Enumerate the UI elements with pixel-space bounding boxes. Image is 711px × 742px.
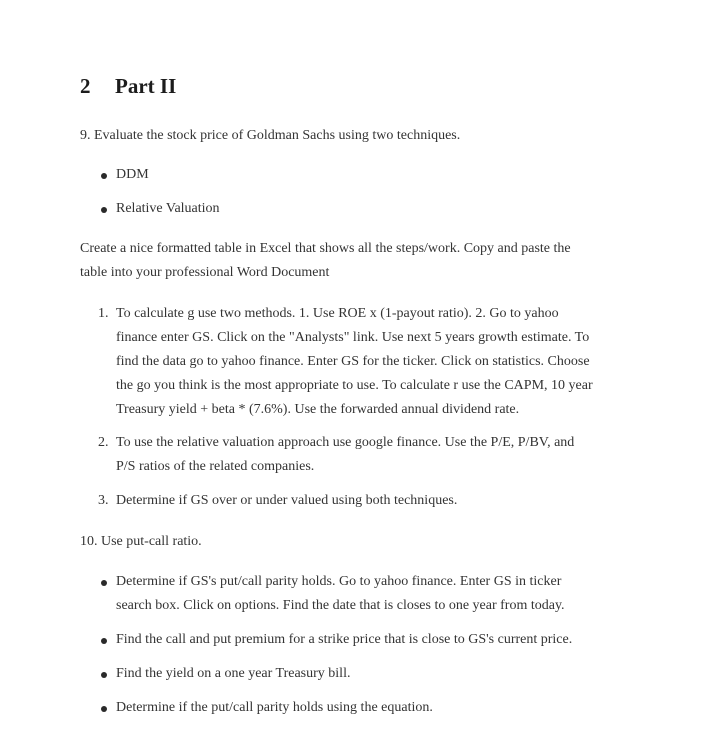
paragraph-line: Determine if GS over or under valued using both techniques. [116,493,458,508]
section-number: 2 [80,74,91,98]
paragraph-line: Determine if GS's put/call parity holds. Go to yahoo finance. Enter GS in ticker [116,574,562,589]
paragraph-line: table into your professional Word Document [80,265,330,280]
paragraph-line: To use the relative valuation approach use google finance. Use the P/E, P/BV, and [116,435,575,450]
bullet-dot [101,580,107,586]
paragraph-line: Find the yield on a one year Treasury bill. [116,666,351,681]
step-2-label: 2. [98,435,109,450]
question-10-intro: 10. Use put-call ratio. [80,534,202,549]
q9-instruction [80,237,571,285]
q10-bullet-4 [116,696,433,720]
paragraph-line: Find the call and put premium for a strike price that is close to GS's current price. [116,632,573,647]
q10-bullet-2 [116,628,572,652]
bullet-dot [101,672,107,678]
question-9-intro: 9. Evaluate the stock price of Goldman Sachs using two techniques. [80,128,461,143]
paragraph-line: the go you think is the most appropriate to use. To calculate r use the CAPM, 10 year [116,378,593,393]
bullet-dot [101,706,107,712]
step-2-text [116,431,574,479]
section-title: Part II [115,74,177,98]
q9-bullet-relative-valuation: Relative Valuation [116,201,220,216]
section-heading [80,74,176,99]
paragraph-line: To calculate g use two methods. 1. Use ROE x (1-payout ratio). 2. Go to yahoo [116,306,559,321]
bullet-dot [101,638,107,644]
paragraph-line: finance enter GS. Click on the "Analysts" link. Use next 5 years growth estimate. To [116,330,590,345]
paragraph-line: search box. Click on options. Find the date that is closes to one year from today. [116,598,565,613]
paragraph-line: Treasury yield + beta * (7.6%). Use the forwarded annual dividend rate. [116,402,520,417]
bullet-dot [101,207,107,213]
q10-bullet-1 [116,570,565,618]
paragraph-line: find the data go to yahoo finance. Enter GS for the ticker. Click on statistics. Choose [116,354,590,369]
paragraph-line: P/S ratios of the related companies. [116,459,315,474]
bullet-dot [101,173,107,179]
paragraph-line: Determine if the put/call parity holds using the equation. [116,700,433,715]
step-1-label: 1. [98,306,109,321]
step-3-label: 3. [98,493,109,508]
step-3-text [116,489,457,513]
q9-bullet-ddm: DDM [116,167,149,182]
paragraph-line: Create a nice formatted table in Excel that shows all the steps/work. Copy and paste the [80,241,571,256]
step-1-text [116,302,593,422]
q10-bullet-3 [116,662,350,686]
